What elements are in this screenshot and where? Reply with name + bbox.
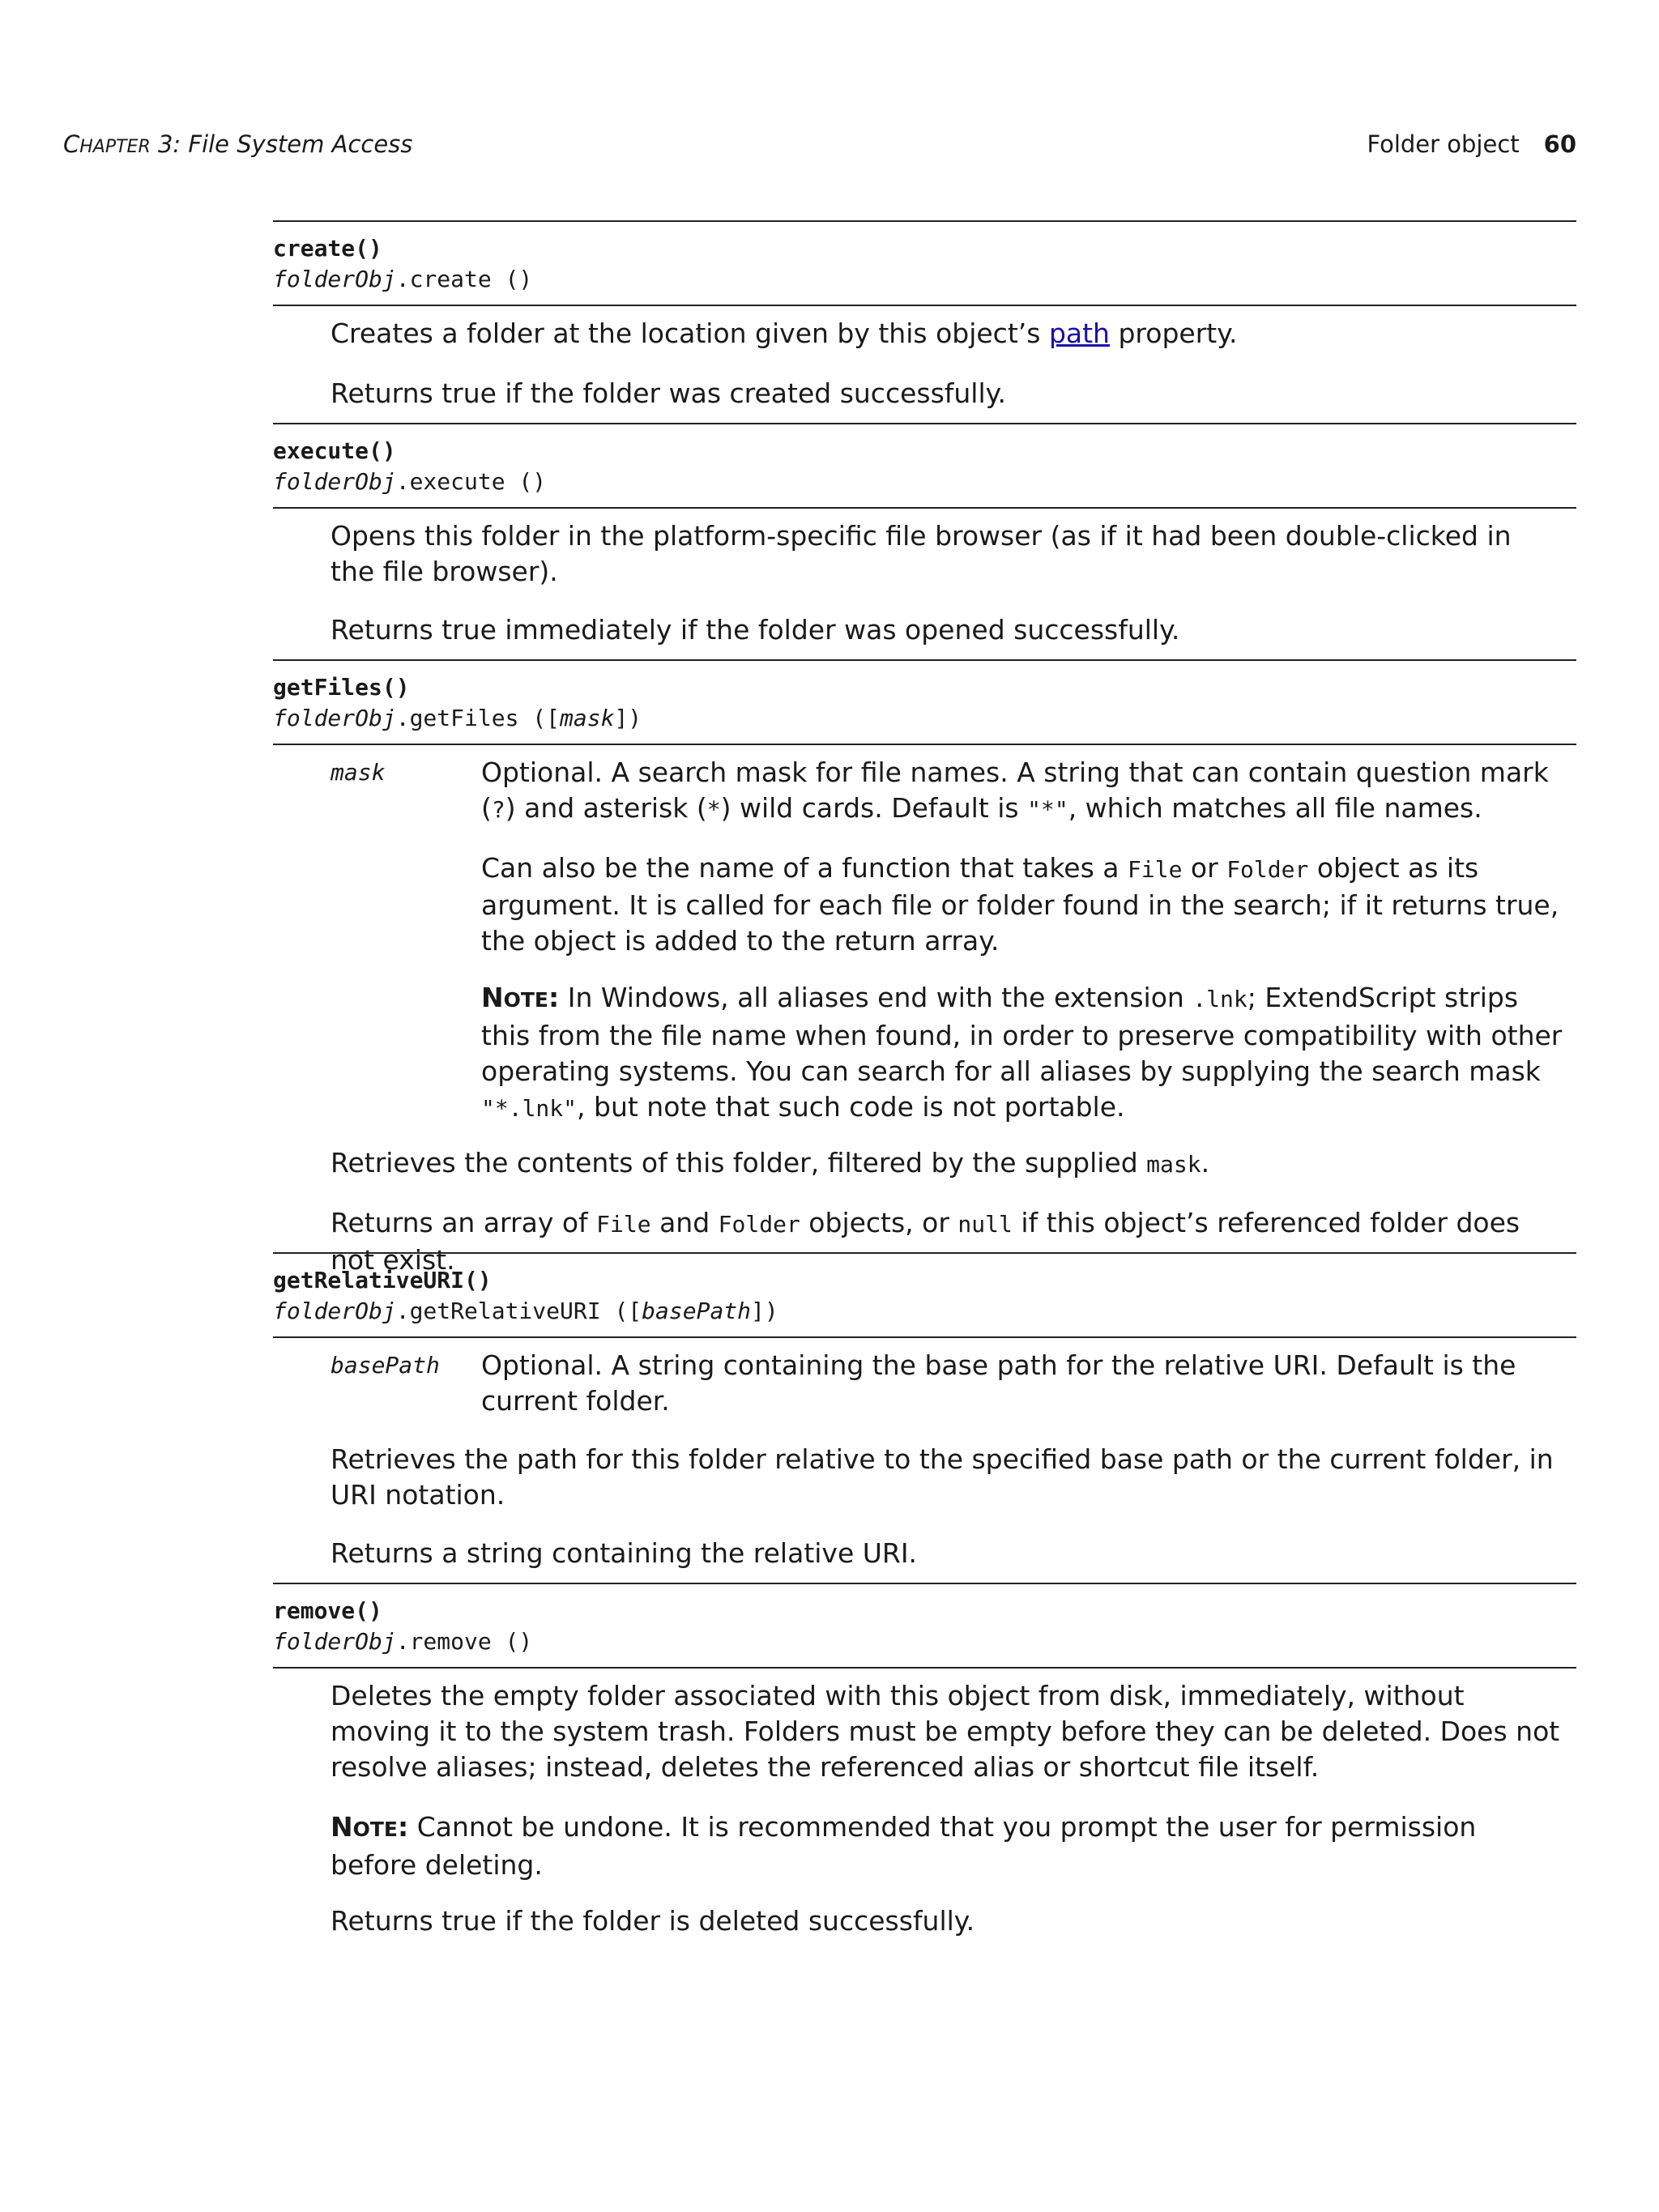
param-name-mask: mask — [331, 759, 386, 786]
param-desc-basepath: Optional. A string containing the base path for the relative URI. Default is the current folder. — [481, 1349, 1516, 1417]
text: ) and asterisk ( — [505, 792, 707, 824]
divider — [273, 744, 1576, 745]
running-header-chapter — [63, 128, 412, 164]
sig-call: .getFiles ([ — [395, 705, 561, 731]
create-returns: Returns true if the folder was created successfully. — [331, 377, 1006, 409]
text: Returns an array of — [331, 1207, 597, 1238]
section-title: Folder object — [1367, 130, 1520, 158]
text: object as its argument. It is called for each file or folder found in the search; if it returns true, the object is added to the return array. — [481, 852, 1559, 957]
sig-call: .remove () — [395, 1628, 533, 1655]
sig-object: folderObj — [273, 468, 396, 495]
text: if this object’s referenced folder does not exist. — [331, 1207, 1520, 1276]
note-smallcaps: OTE — [352, 1818, 399, 1841]
code: mask — [1146, 1151, 1201, 1178]
note-smallcaps: OTE — [503, 988, 549, 1012]
divider — [273, 1252, 1576, 1254]
divider — [273, 507, 1576, 509]
execute-returns: Returns true immediately if the folder was opened successfully. — [331, 614, 1180, 646]
method-name-create: create() — [273, 235, 382, 262]
sig-param: basePath — [642, 1298, 752, 1324]
param-note-aliases — [481, 980, 1567, 1127]
sig-end: ]) — [614, 705, 642, 731]
code: .lnk — [1192, 986, 1247, 1012]
sig-param: mask — [560, 705, 615, 731]
method-name-getfiles: getFiles() — [273, 674, 410, 701]
method-name-getrelativeuri: getRelativeURI() — [273, 1267, 492, 1294]
code: Folder — [718, 1211, 800, 1238]
chapter-title: 3: File System Access — [150, 130, 413, 158]
divider — [273, 1336, 1576, 1338]
text: Optional. A search mask for file names. A string that can contain question mark ( — [481, 757, 1549, 824]
divider — [273, 1583, 1576, 1584]
sig-end: ]) — [751, 1298, 778, 1324]
create-description — [331, 316, 1562, 352]
code: "*" — [1027, 796, 1068, 823]
method-signature-getrelativeuri — [273, 1296, 778, 1327]
running-header-section — [1367, 128, 1576, 160]
note-colon: : — [398, 1811, 409, 1843]
text: In Windows, all aliases end with the extension — [559, 982, 1193, 1013]
sig-object: folderObj — [273, 705, 396, 731]
text: , but note that such code is not portable. — [577, 1091, 1125, 1123]
sig-object: folderObj — [273, 1628, 396, 1655]
remove-note — [331, 1809, 1562, 1883]
text: ; ExtendScript strips this from the file name when found, in order to preserve compatibility with other operating systems. You can search for all aliases by supplying the search mask — [481, 982, 1563, 1087]
text: and — [650, 1207, 719, 1238]
note-cap: N — [331, 1811, 353, 1843]
code: * — [706, 796, 721, 823]
code: File — [596, 1211, 651, 1238]
path-link[interactable]: path — [1048, 318, 1110, 349]
method-name-remove: remove() — [273, 1597, 382, 1624]
text: property. — [1109, 318, 1238, 349]
text: ) wild cards. Default is — [720, 792, 1028, 824]
method-signature-execute — [273, 467, 546, 497]
code: null — [957, 1211, 1013, 1238]
remove-returns: Returns true if the folder is deleted successfully. — [331, 1905, 975, 1937]
text: Retrieves the contents of this folder, filtered by the supplied — [331, 1147, 1147, 1178]
method-name-execute: execute() — [273, 437, 396, 464]
divider — [273, 220, 1576, 222]
divider — [273, 305, 1576, 306]
method-signature-getfiles — [273, 703, 642, 734]
code: ? — [491, 796, 505, 823]
note-label — [481, 982, 559, 1013]
code: "*.lnk" — [481, 1095, 578, 1122]
sig-call: .create () — [395, 266, 533, 292]
remove-description: Deletes the empty folder associated with this object from disk, immediately, without moving it to the system trash. Folders must be empty before they can be deleted. Does not resolve aliases; instead, deletes the referenced alias or shortcut file itself. — [331, 1680, 1560, 1783]
chapter-cap: C — [63, 130, 80, 158]
sig-call: .execute () — [395, 468, 547, 495]
param-desc-mask-function — [481, 850, 1567, 959]
method-signature-remove — [273, 1626, 532, 1657]
note-label — [331, 1811, 408, 1843]
code: Folder — [1226, 856, 1309, 883]
execute-description: Opens this folder in the platform-specific file browser (as if it had been double-clicked in the file browser). — [331, 520, 1512, 587]
text: . — [1201, 1147, 1210, 1178]
getfiles-returns — [331, 1205, 1562, 1278]
method-signature-create — [273, 264, 532, 295]
divider — [273, 1667, 1576, 1669]
text: objects, or — [800, 1207, 958, 1238]
param-desc-mask — [481, 755, 1567, 828]
page-number: 60 — [1543, 130, 1576, 158]
text: Creates a folder at the location given by this object’s — [331, 318, 1049, 349]
text: , which matches all file names. — [1068, 792, 1482, 824]
text: Cannot be undone. It is recommended that you prompt the user for permission before deleting. — [331, 1811, 1477, 1881]
note-cap: N — [481, 982, 504, 1013]
chapter-smallcaps: HAPTER — [79, 137, 151, 157]
getrelativeuri-returns: Returns a string containing the relative URI. — [331, 1537, 918, 1569]
sig-object: folderObj — [273, 1298, 396, 1324]
getfiles-description — [331, 1145, 1562, 1183]
text: or — [1182, 852, 1227, 884]
sig-object: folderObj — [273, 266, 396, 292]
getrelativeuri-description: Retrieves the path for this folder relative to the specified base path or the current folder, in URI notation. — [331, 1443, 1554, 1511]
param-name-basepath: basePath — [331, 1352, 440, 1379]
sig-call: .getRelativeURI ([ — [395, 1298, 642, 1324]
text: Can also be the name of a function that takes a — [481, 852, 1128, 884]
code: File — [1128, 856, 1183, 883]
divider — [273, 423, 1576, 424]
divider — [273, 659, 1576, 661]
note-colon: : — [548, 982, 560, 1013]
